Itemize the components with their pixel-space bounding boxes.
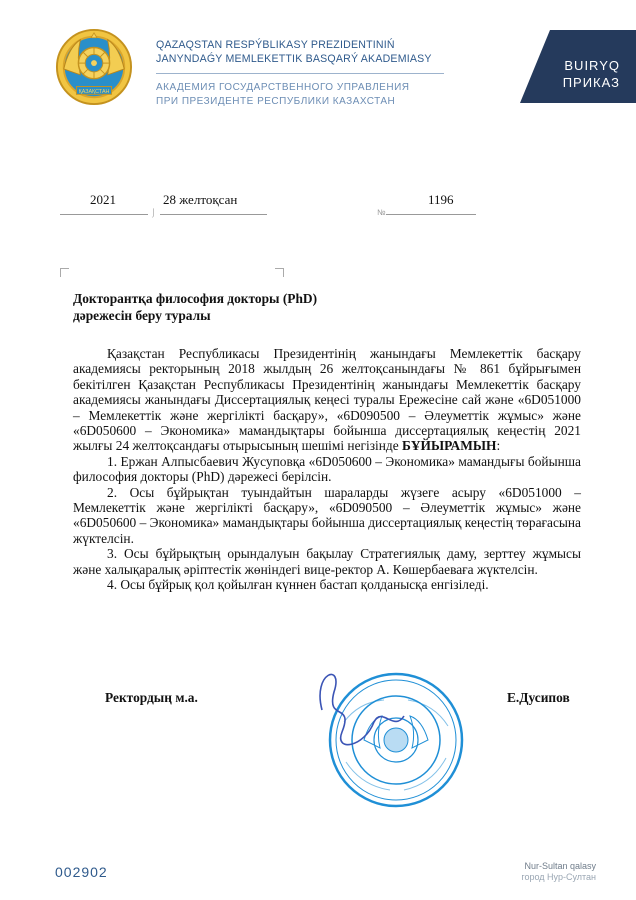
header-divider	[156, 73, 444, 74]
intro-keyword: БҰЙЫРАМЫН	[402, 438, 497, 454]
banner-label-latin: BUIRYQ	[564, 58, 620, 73]
form-serial-number: 002902	[55, 864, 108, 880]
title-corner-left	[60, 268, 69, 277]
number-sign: №	[377, 208, 386, 217]
order-item-1: 1. Ержан Алпысбаевич Жусуповқа «6D050600 – Экономика» мамандығы бойынша философия докторы (PhD) дәрежесі берілсін.	[73, 453, 581, 485]
org-name-cyrillic-line1: АКАДЕМИЯ ГОСУДАРСТВЕННОГО УПРАВЛЕНИЯ	[156, 82, 410, 93]
document-type-banner	[520, 30, 636, 103]
emblem-text: ҚАЗАҚСТАН	[78, 88, 110, 95]
intro-end: :	[496, 438, 501, 454]
org-name-cyrillic-line2: ПРИ ПРЕЗИДЕНТЕ РЕСПУБЛИКИ КАЗАХСТАН	[156, 95, 396, 107]
document-title-line1: Докторантқа философия докторы (PhD)	[73, 291, 318, 306]
year-underline	[60, 214, 148, 215]
order-item-3: 3. Осы бұйрықтың орындалуын бақылау Стратегиялық даму, зерттеу жұмысы және халықаралық әріптестік жөніндегі вице-ректор А. Көшербаеваға жүктелсін.	[73, 546, 581, 577]
org-name-cyrillic	[156, 81, 456, 108]
org-name-latin	[156, 38, 456, 66]
signatory-name: Е.Дусипов	[507, 690, 570, 705]
title-corner-right	[275, 268, 284, 277]
document-body	[73, 346, 581, 593]
official-round-seal-icon	[304, 662, 466, 812]
org-name-latin-line1: QAZAQSTAN RESPÝBLIKASY PREZIDENTINIŃ	[156, 39, 395, 51]
document-title	[73, 290, 317, 324]
order-day-month: 28 желтоқсан	[163, 192, 238, 207]
document-title-line2: дәрежесін беру туралы	[73, 308, 211, 323]
order-number: 1196	[428, 192, 454, 207]
org-name-latin-line2: JANYNDAǴY MEMLEKETTIK BASQARÝ AKADEMIASY	[156, 53, 432, 65]
order-item-4: 4. Осы бұйрық қол қойылған күннен бастап қолданысқа енгізіледі.	[107, 577, 489, 593]
banner-label-cyrillic: ПРИКАЗ	[562, 75, 620, 90]
date-separator-mark: ⌡	[151, 208, 156, 217]
city-name-latin: Nur-Sultan qalasy	[524, 861, 596, 871]
kazakhstan-state-emblem-icon	[55, 28, 133, 106]
city-name-cyrillic: город Нур-Султан	[521, 872, 596, 882]
intro-paragraph	[73, 346, 581, 454]
date-underline	[160, 214, 267, 215]
order-year: 2021	[90, 192, 116, 207]
intro-text: Қазақстан Республикасы Президентінің жанындағы Мемлекеттік басқару академиясы ректорының 2018 жылдың 26 желтоқсанындағы № 861 бұйрығымен бекітілген Қазақстан Республикасы Президентінің жанындағы Мемлекеттік басқару академиясы жанындағы Диссертациялық кеңесі туралы Ережесіне сай және «6D051000 – Мемлекеттік және жергілікті басқару», «6D090500 – Әлеуметтік жұмыс» және «6D050600 – Экономика» мамандықтары бойынша диссертациялық кеңестің 2021 жылғы 24 желтоқсандағы отырысының шешімі негізінде	[73, 346, 581, 454]
number-underline	[386, 214, 476, 215]
signatory-position: Ректордың м.а.	[105, 690, 198, 705]
order-item-2: 2. Осы бұйрықтан туындайтын шараларды жүзеге асыру «6D051000 – Мемлекеттік және жергілікті басқару», «6D090500 – Әлеуметтік жұмыс» және «6D050600 – Экономика» мамандықтары бойынша диссертациялық кеңестің төрағасына жүктелсін.	[73, 484, 581, 546]
